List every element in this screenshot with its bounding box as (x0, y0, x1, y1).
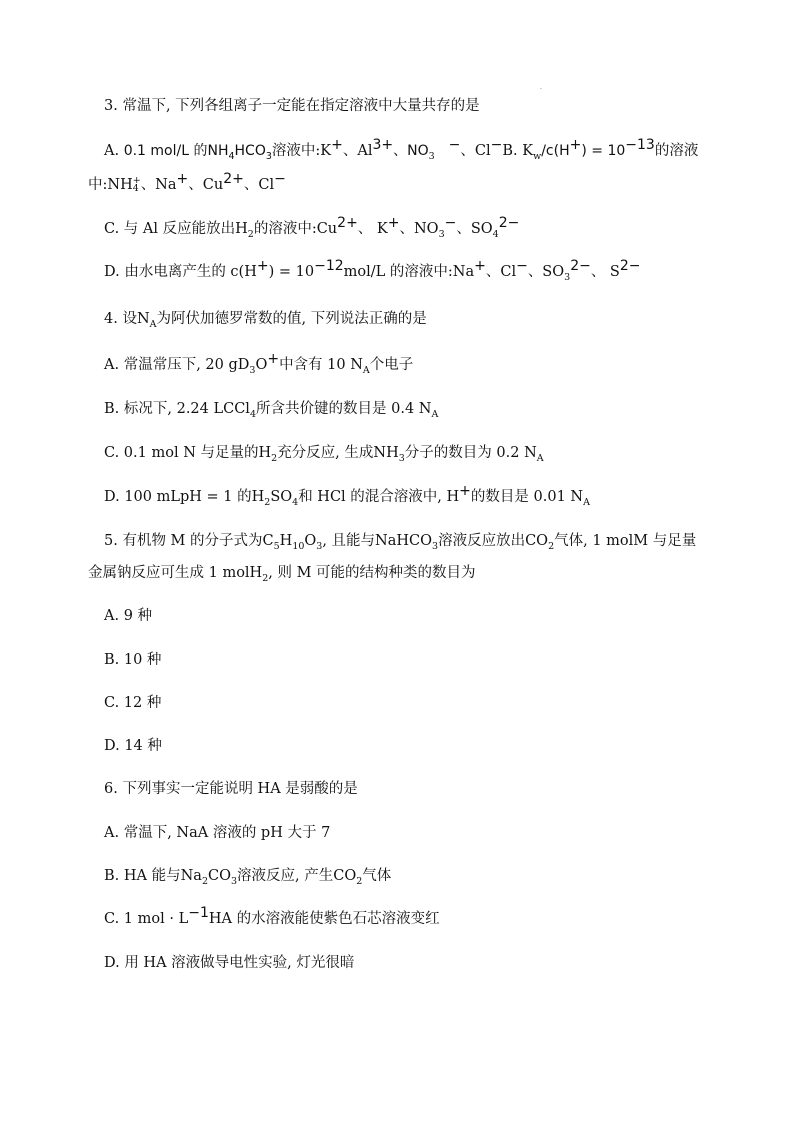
q4-option-b: B. 标况下, 2.24 LCCl$_4$所含共价键的数目是 0.4 $N_A$ (104, 401, 439, 420)
q5-stem-line1: 5. 有机物 M 的分子式为$C_5H_{10}O_3$, 且能与NaHCO$_3$溶液反应放出$CO_2$气体, 1 molM 与足量 (104, 533, 697, 552)
q4-option-c: C. 0.1 mol N 与足量的$H_2$充分反应, 生成$NH_3$分子的数目为 0.2 $N_A$ (104, 445, 544, 464)
q6-stem: 6. 下列事实一定能说明 HA 是弱酸的是 (104, 781, 358, 797)
q5-option-c: C. 12 种 (104, 695, 162, 711)
q6-option-d: D. 用 HA 溶液做导电性实验, 灯光很暗 (104, 955, 355, 971)
stray-mark: . (540, 84, 542, 91)
q6-option-c: C. 1 mol · $L^{-1}HA$ 的水溶液能使紫色石芯溶液变红 (104, 905, 440, 927)
q5-stem-line2: 金属钠反应可生成 1 molH$_2$, 则 M 可能的结构种类的数目为 (88, 565, 476, 584)
q3-option-a: A. 0.1 mol/L 的$NH_4HCO_3$溶液中:K+、$Al^{3+}$、$NO_3^-$、Cl−B. $K_w/c(H^+) = 10^{-13}$的溶液 (104, 137, 699, 162)
q6-option-b: B. HA 能与$Na_2CO_3$溶液反应, 产生$CO_2$气体 (104, 868, 392, 887)
q5-option-a: A. 9 种 (104, 608, 153, 624)
q5-option-d: D. 14 种 (104, 738, 162, 754)
q3-option-c: C. 与 Al 反应能放出$H_2$的溶液中$:Cu^{2+}$、 K+、$NO_3^-$、$SO_4^{2-}$ (104, 215, 520, 240)
q4-option-d: D. 100 mLpH = 1 的$H_2SO_4$和 HCl 的混合溶液中, H+的数目是 0.01 $N_A$ (104, 483, 590, 508)
q3-option-d: D. 由水电离产生的 $c(H^+) = 10^{-12}mol/L$ 的溶液中:Na+、Cl−、$SO_3^{2-}$、 $S^{2-}$ (104, 258, 641, 283)
q6-option-a: A. 常温下, NaA 溶液的 pH 大于 7 (104, 825, 331, 841)
q5-option-b: B. 10 种 (104, 652, 162, 668)
q3-stem: 3. 常温下, 下列各组离子一定能在指定溶液中大量共存的是 (104, 98, 480, 114)
q4-stem: 4. 设$N_A$为阿伏加德罗常数的值, 下列说法正确的是 (104, 311, 427, 330)
q3-option-a-cont: 中:NH + 4 、Na+、$Cu^{2+}$、Cl− (88, 171, 286, 194)
q4-option-a: A. 常温常压下, 20 $gD_3O^+$中含有 10 $N_A$个电子 (104, 351, 414, 376)
